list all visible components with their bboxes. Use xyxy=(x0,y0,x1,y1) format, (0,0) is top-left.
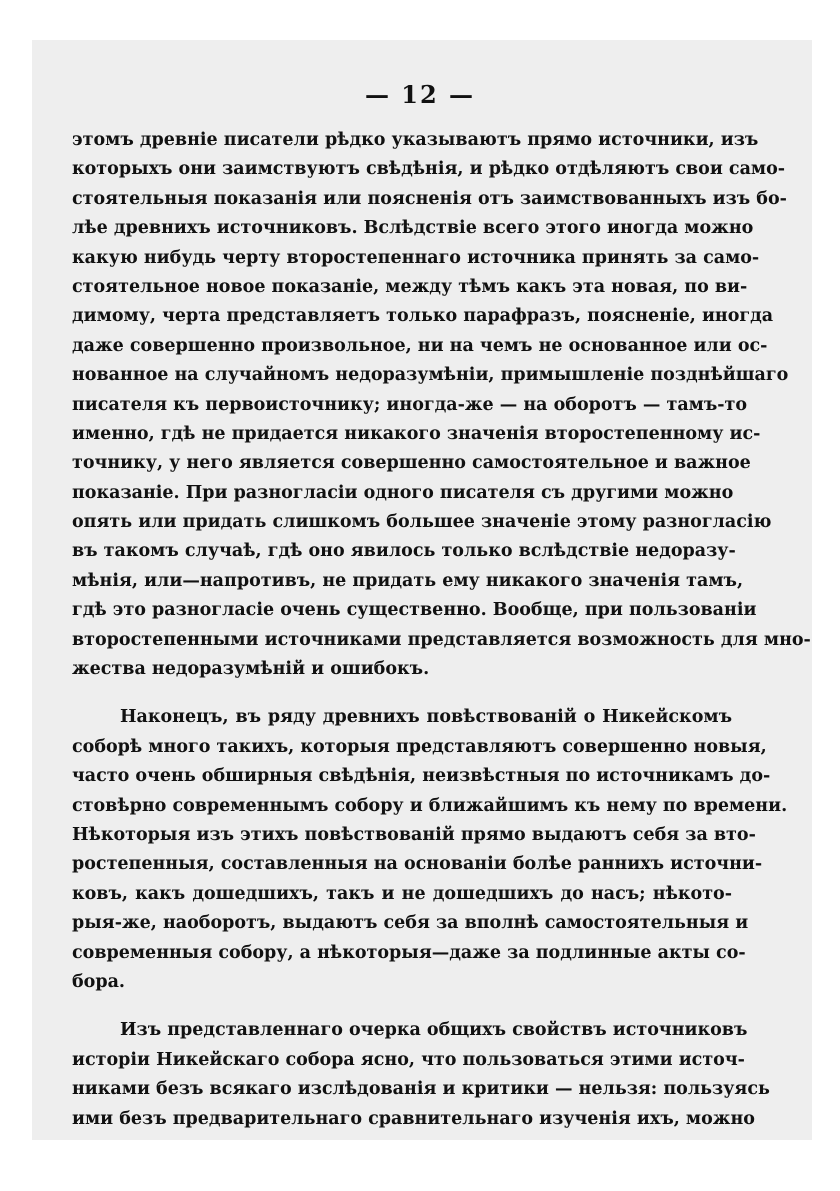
text-line: Изъ представленнаго очерка общихъ свойствъ источниковъ xyxy=(120,1020,748,1041)
paragraph-spacer xyxy=(72,997,732,1016)
body-text xyxy=(72,126,811,1134)
text-line: мѣнія, или—напротивъ, не придать ему никакого значенія тамъ, xyxy=(72,570,744,591)
text-line: бора. xyxy=(72,971,126,992)
text-line: никами безъ всякаго изслѣдованія и критики — нельзя: пользуясь xyxy=(72,1079,770,1100)
text-line: соборѣ много такихъ, которыя представляютъ совершенно новыя, xyxy=(72,736,767,757)
text-line: которыхъ они заимствуютъ свѣдѣнія, и рѣдко отдѣляютъ свои само- xyxy=(72,159,786,180)
paragraph-2 xyxy=(72,703,788,997)
text-line: исторіи Никейскаго собора ясно, что пользоваться этими источ- xyxy=(72,1049,745,1070)
text-line: лѣе древнихъ источниковъ. Вслѣдствіе всего этого иногда можно xyxy=(72,218,754,239)
text-line: нованное на случайномъ недоразумѣніи, примышленіе позднѣйшаго xyxy=(72,365,789,386)
text-line: стоятельныя показанія или поясненія отъ заимствованныхъ изъ бо- xyxy=(72,188,787,209)
text-line: опять или придать слишкомъ большее значеніе этому разногласію xyxy=(72,512,772,533)
text-line: даже совершенно произвольное, ни на чемъ не основанное или ос- xyxy=(72,335,768,356)
text-line: въ такомъ случаѣ, гдѣ оно явилось только вслѣдствіе недоразу- xyxy=(72,541,736,562)
text-line: точнику, у него является совершенно самостоятельное и важное xyxy=(72,453,751,474)
text-line: второстепенными источниками представляется возможность для мно- xyxy=(72,629,811,650)
text-line: современныя собору, а нѣкоторыя—даже за подлинные акты со- xyxy=(72,942,746,963)
text-line: какую нибудь черту второстепеннаго источника принять за само- xyxy=(72,247,760,268)
text-line: ими безъ предварительнаго сравнительнаго изученія ихъ, можно xyxy=(72,1108,755,1129)
paragraph-spacer xyxy=(72,684,732,703)
page-number: — 12 — xyxy=(364,80,476,109)
text-line: часто очень обширныя свѣдѣнія, неизвѣстныя по источникамъ до- xyxy=(72,766,771,787)
paragraph-1 xyxy=(72,126,811,684)
text-line: Нѣкоторыя изъ этихъ повѣствованій прямо выдаютъ себя за вто- xyxy=(72,824,756,845)
text-line: стоятельное новое показаніе, между тѣмъ какъ эта новая, по ви- xyxy=(72,276,748,297)
text-line: гдѣ это разногласіе очень существенно. Вообще, при пользованіи xyxy=(72,600,757,621)
text-line: ковъ, какъ дошедшихъ, такъ и не дошедшихъ до насъ; нѣкото- xyxy=(72,883,732,904)
text-line: показаніе. При разногласіи одного писателя съ другими можно xyxy=(72,482,734,503)
text-line: стовѣрно современнымъ собору и ближайшимъ къ нему по времени. xyxy=(72,795,788,816)
text-line: этомъ древніе писатели рѣдко указываютъ прямо источники, изъ xyxy=(72,130,759,150)
text-line: писателя къ первоисточнику; иногда-же — на оборотъ — тамъ-то xyxy=(72,394,748,415)
paragraph-3 xyxy=(72,1016,770,1134)
text-line: именно, гдѣ не придается никакого значенія второстепенному ис- xyxy=(72,423,761,444)
text-line: рыя-же, наоборотъ, выдаютъ себя за вполнѣ самостоятельныя и xyxy=(72,913,749,934)
text-line: Наконецъ, въ ряду древнихъ повѣствованій о Никейскомъ xyxy=(120,707,732,728)
text-line: ростепенныя, составленныя на основаніи болѣе раннихъ источни- xyxy=(72,854,763,875)
text-line: димому, черта представляетъ только парафразъ, поясненіе, иногда xyxy=(72,306,774,327)
text-line: жества недоразумѣній и ошибокъ. xyxy=(72,659,430,680)
